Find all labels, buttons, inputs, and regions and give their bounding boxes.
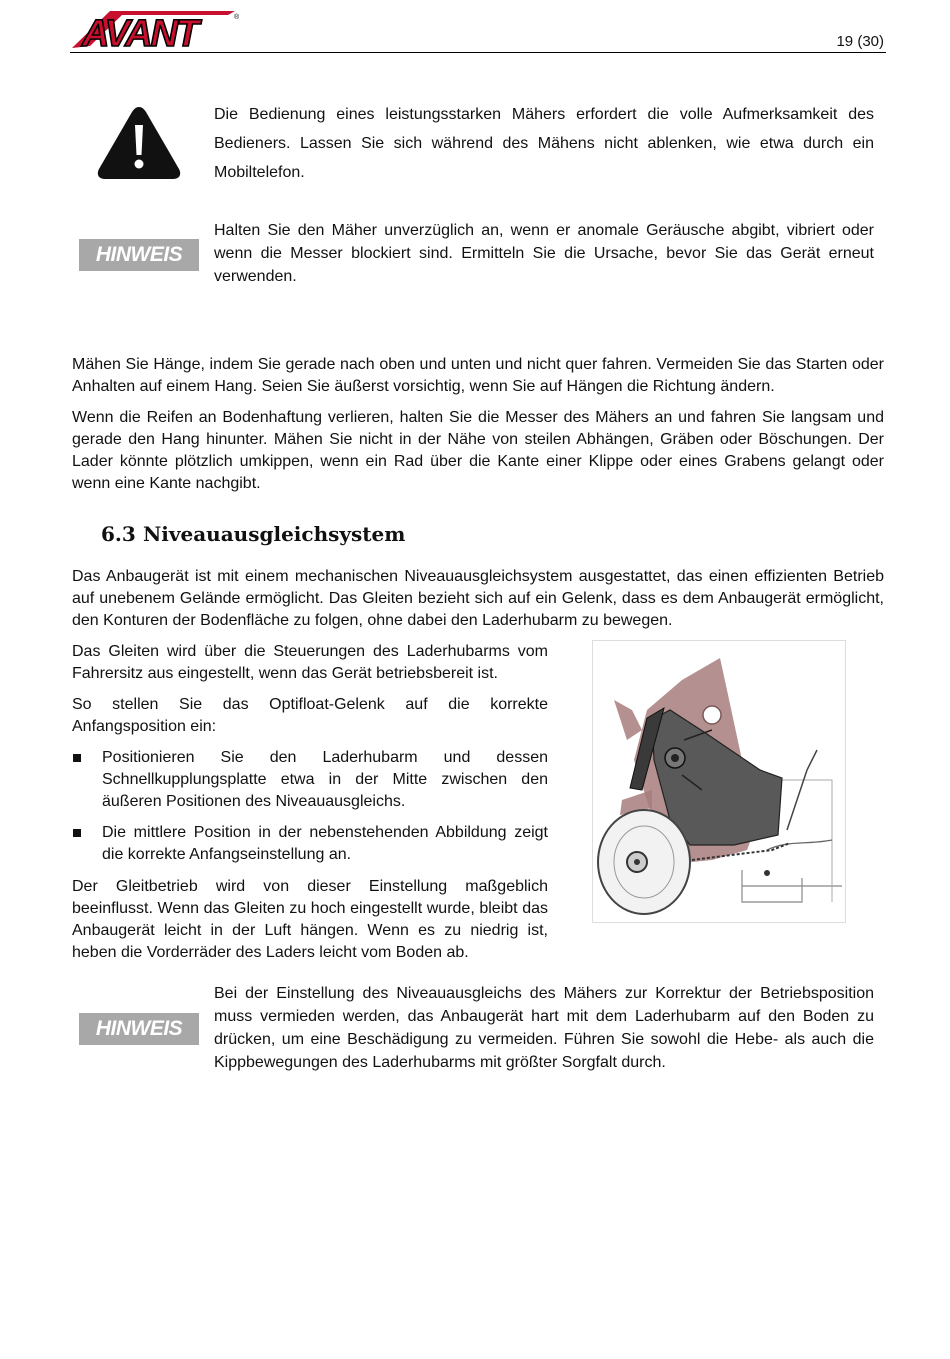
page-number: 19 (30)	[836, 33, 884, 50]
column-paragraph: Der Gleitbetrieb wird von dieser Einstellung maßgeblich beeinflusst. Wenn das Gleiten zu hoch eingestellt wurde, bleibt das Anbaugerät leicht in der Luft hängen. Wenn es zu niedrig ist, heben die Vorderräder des Laders leicht vom Boden ab.	[72, 878, 548, 961]
optifloat-joint-illustration	[592, 640, 846, 923]
column-paragraph: So stellen Sie das Optifloat-Gelenk auf die korrekte Anfangsposition ein:	[72, 696, 548, 735]
list-item-text: Positionieren Sie den Laderhubarm und dessen Schnellkupplungsplatte etwa in der Mitte zwischen den äußeren Positionen des Niveauausgleichs.	[102, 749, 548, 810]
section-heading	[101, 522, 405, 546]
body-paragraph: Wenn die Reifen an Bodenhaftung verlieren, halten Sie die Messer des Mähers an und fahren Sie langsam und gerade den Hang hinunter. Mähen Sie nicht in der Nähe von steilen Abhängen, Gräben oder Böschungen. Der Lader könnte plötzlich umkippen, wenn ein Rad über die Kante einer Klippe oder eines Grabens gelangt oder wenn eine Kante nachgibt.	[72, 409, 884, 492]
warning-line: Mobiltelefon.	[214, 164, 305, 181]
header-divider	[70, 52, 886, 53]
list-item	[72, 822, 548, 866]
notice-text: Halten Sie den Mäher unverzüglich an, wenn er anomale Geräusche abgibt, vibriert oder wenn die Messer blockiert sind. Ermitteln Sie die Ursache, bevor Sie das Gerät erneut verwenden.	[214, 222, 874, 285]
notice-text: Bei der Einstellung des Niveauausgleichs des Mähers zur Korrektur der Betriebsposition muss vermieden werden, das Anbaugerät hart mit dem Laderhubarm auf den Boden zu drücken, um eine Beschädigung zu vermeiden. Führen Sie sowohl die Hebe- als auch die Kippbewegungen des Laderhubarms mit größter Sorgfalt durch.	[214, 985, 874, 1071]
avant-logo	[70, 8, 242, 50]
warning-triangle-icon	[95, 103, 183, 181]
column-paragraph: Das Gleiten wird über die Steuerungen des Laderhubarms vom Fahrersitz aus eingestellt, wenn das Gerät betriebsbereit ist.	[72, 643, 548, 682]
hinweis-badge: HINWEIS	[79, 239, 199, 271]
section-intro: Das Anbaugerät ist mit einem mechanischen Niveauausgleichsystem ausgestattet, das einen effizienten Betrieb auf unebenem Gelände ermöglicht. Das Gleiten bezieht sich auf ein Gelenk, dass es dem Anbaugerät ermöglicht, den Konturen der Bodenfläche zu folgen, ohne dabei den Laderhubarm zu bewegen.	[72, 568, 884, 629]
bullet-marker	[73, 754, 81, 762]
body-paragraph: Mähen Sie Hänge, indem Sie gerade nach oben und unten und nicht quer fahren. Vermeiden Sie das Starten oder Anhalten auf einem Hang. Seien Sie äußerst vorsichtig, wenn Sie auf Hängen die Richtung ändern.	[72, 356, 884, 395]
hinweis-badge: HINWEIS	[79, 1013, 199, 1045]
list-item	[72, 747, 548, 813]
svg-text:®: ®	[234, 14, 240, 21]
warning-line: Die Bedienung eines leistungsstarken Mähers erfordert die volle Aufmerksamkeit des	[214, 106, 874, 123]
warning-notice-text	[214, 100, 874, 187]
logo-wordmark: AVANT	[82, 13, 198, 50]
bullet-marker	[73, 829, 81, 837]
section-title: Niveauausgleichsystem	[143, 522, 406, 546]
list-item-text: Die mittlere Position in der nebenstehenden Abbildung zeigt die korrekte Anfangseinstellung an.	[102, 824, 548, 863]
warning-line: Bedieners. Lassen Sie sich während des Mähens nicht ablenken, wie etwa durch ein	[214, 135, 874, 152]
section-number: 6.3	[101, 522, 136, 546]
